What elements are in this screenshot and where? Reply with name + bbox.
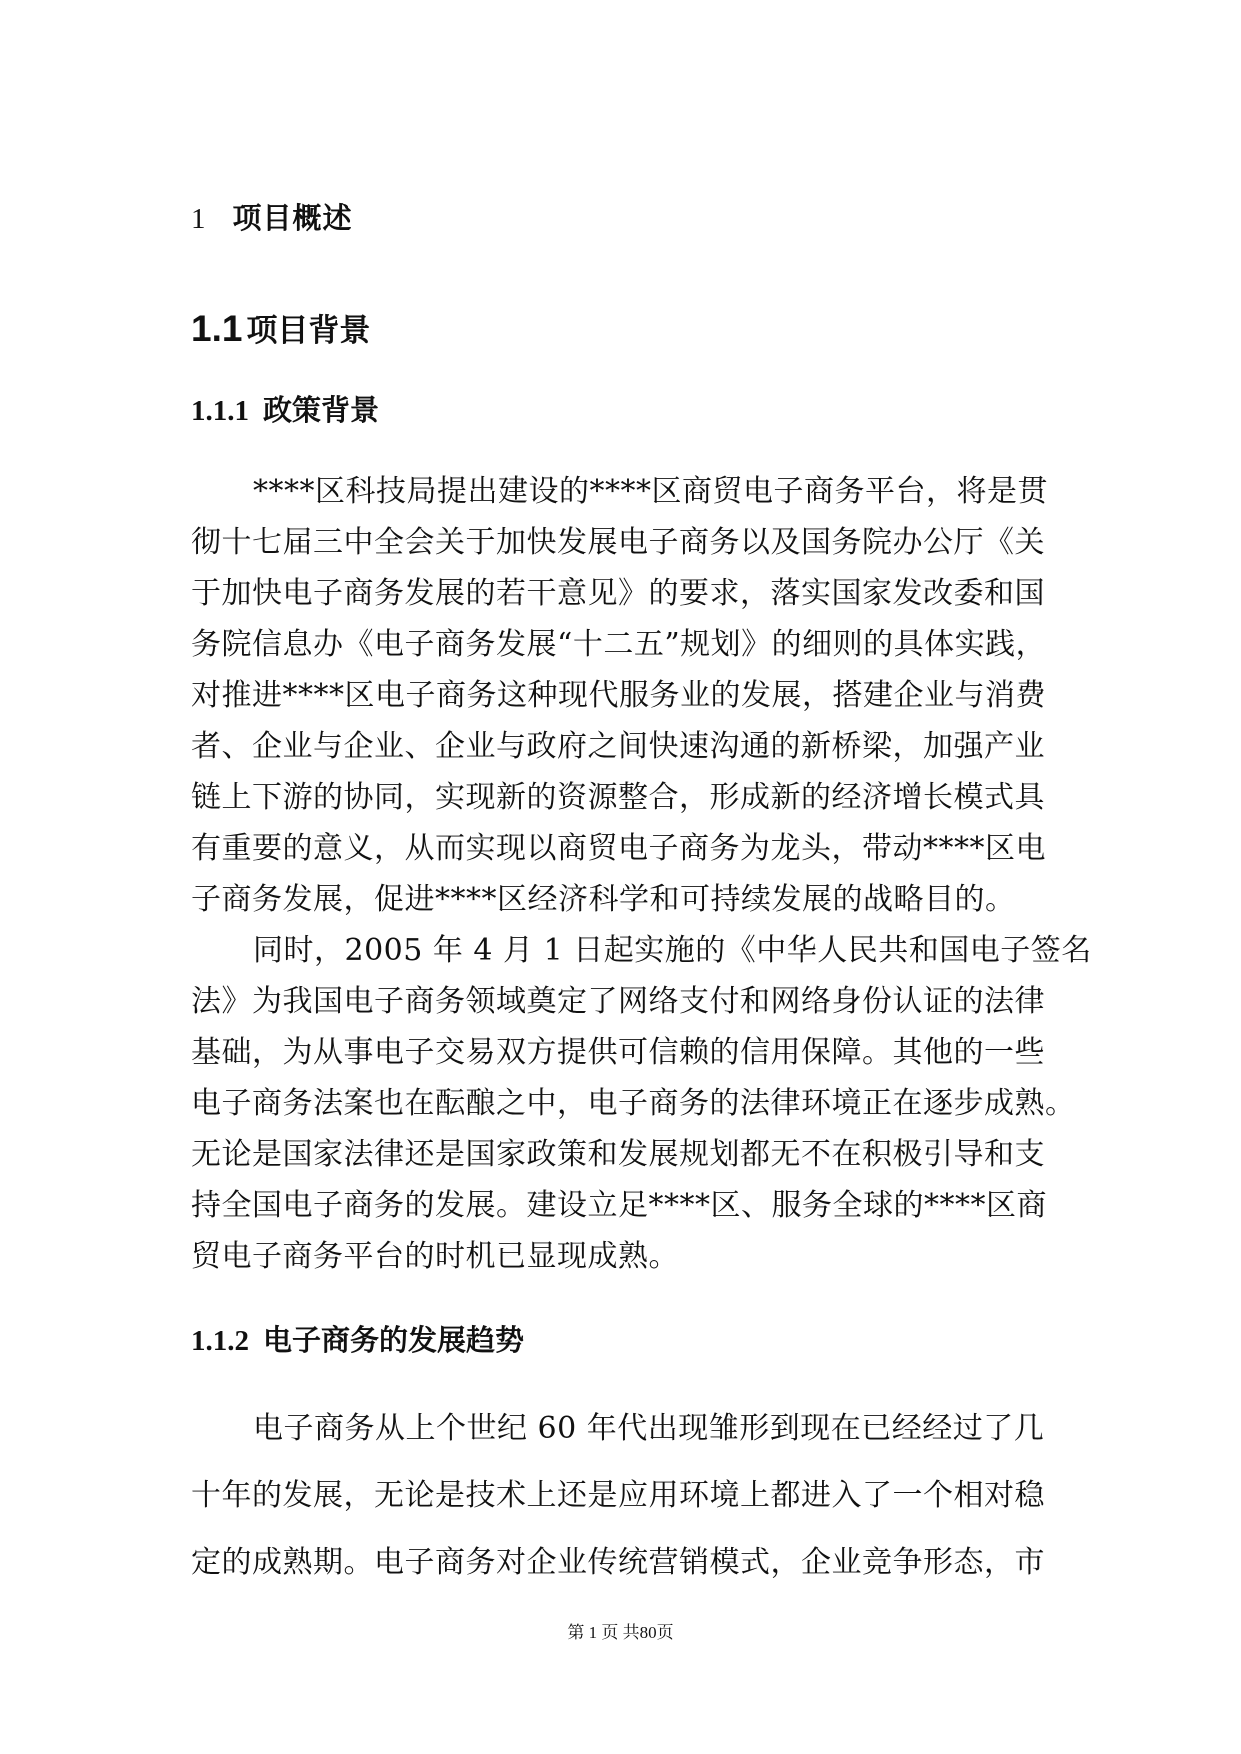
paragraph-line: 贸电子商务平台的时机已显现成熟。 xyxy=(191,1239,679,1274)
paragraph-line: 彻十七届三中全会关于加快发展电子商务以及国务院办公厅《关 xyxy=(191,525,1045,560)
paragraph-line: 电子商务从上个世纪 60 年代出现雏形到现在已经经过了几 xyxy=(253,1411,1045,1446)
paragraph-line: 务院信息办《电子商务发展“十二五”规划》的细则的具体实践， xyxy=(191,627,1047,662)
paragraph-line: 对推进****区电子商务这种现代服务业的发展，搭建企业与消费 xyxy=(191,678,1046,713)
paragraph-line: 持全国电子商务的发展。建设立足****区、服务全球的****区商 xyxy=(191,1188,1047,1223)
paragraph-line: 定的成熟期。电子商务对企业传统营销模式，企业竞争形态，市 xyxy=(191,1545,1045,1580)
paragraph-line: 无论是国家法律还是国家政策和发展规划都无不在积极引导和支 xyxy=(191,1137,1045,1172)
section-title: 项目背景 xyxy=(246,313,371,349)
paragraph-line: 十年的发展，无论是技术上还是应用环境上都进入了一个相对稳 xyxy=(191,1478,1045,1513)
subsection-heading-trend xyxy=(191,1318,524,1359)
page-footer: 第 1 页 共80页 xyxy=(567,1623,674,1642)
paragraph-line: 链上下游的协同，实现新的资源整合，形成新的经济增长模式具 xyxy=(191,780,1045,815)
paragraph-line: 法》为我国电子商务领域奠定了网络支付和网络身份认证的法律 xyxy=(191,984,1045,1019)
paragraph-line: 电子商务法案也在酝酿之中，电子商务的法律环境正在逐步成熟。 xyxy=(191,1086,1076,1121)
paragraph-line: 基础，为从事电子交易双方提供可信赖的信用保障。其他的一些 xyxy=(191,1035,1045,1070)
chapter-title: 项目概述 xyxy=(232,201,353,235)
subsection-number: 1.1.2 xyxy=(191,1325,249,1357)
section-number: 1.1 xyxy=(191,308,243,349)
paragraph-line: 于加快电子商务发展的若干意见》的要求，落实国家发改委和国 xyxy=(191,576,1045,611)
paragraph-line: 同时，2005 年 4 月 1 日起实施的《中华人民共和国电子签名 xyxy=(253,933,1092,968)
subsection-title: 政策背景 xyxy=(263,393,380,427)
chapter-heading xyxy=(191,196,353,237)
section-heading xyxy=(191,305,370,350)
paragraph-line: 子商务发展，促进****区经济科学和可持续发展的战略目的。 xyxy=(191,882,1016,917)
paragraph-line: ****区科技局提出建设的****区商贸电子商务平台，将是贯 xyxy=(253,474,1048,509)
paragraph-line: 有重要的意义，从而实现以商贸电子商务为龙头，带动****区电 xyxy=(191,831,1046,866)
subsection-heading-policy xyxy=(191,388,379,429)
subsection-title: 电子商务的发展趋势 xyxy=(263,1323,525,1357)
subsection-number: 1.1.1 xyxy=(191,395,249,427)
paragraph-line: 者、企业与企业、企业与政府之间快速沟通的新桥梁，加强产业 xyxy=(191,729,1045,764)
chapter-number: 1 xyxy=(191,203,207,235)
